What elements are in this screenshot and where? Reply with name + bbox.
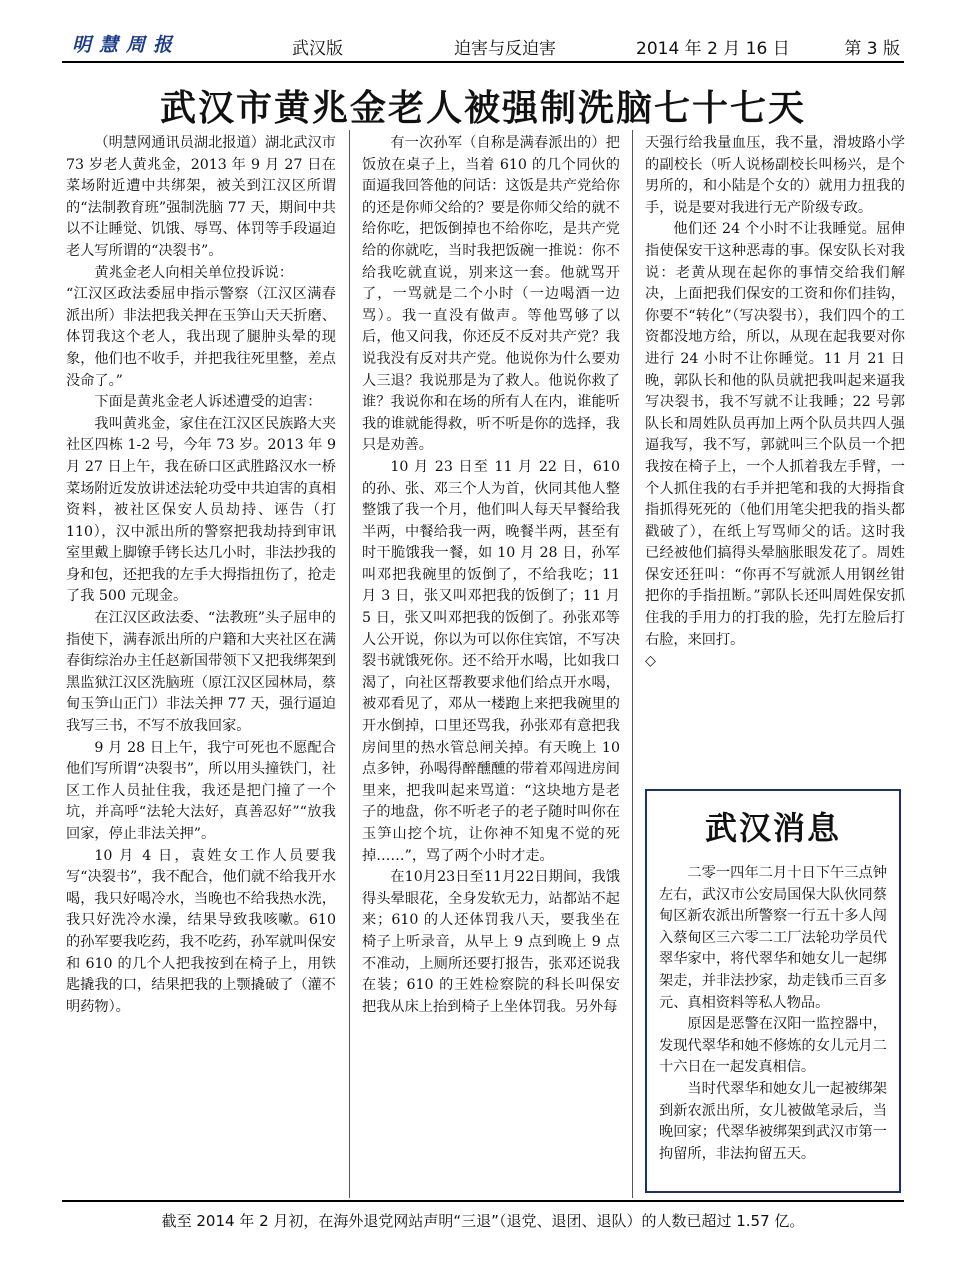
sidebar-paragraph: 原因是恶警在汉阳一监控器中，发现代翠华和她不修炼的女儿元月二十六日在一起发真相信。 — [659, 1016, 887, 1076]
article-paragraph: 10 月 23 日至 11 月 22 日，610 的孙、张、邓三个人为首，伙同其他人整整饿了我一个月，他们叫人每天早餐给我半两，中餐给我一两，晚餐半两，甚至有时干脆饿我一餐，如 10 月 28 日，孙军叫邓把我碗里的饭倒了，不给我吃；11 月 3 日，张又叫邓把我的饭倒了；11 月 5 日，张又叫邓把我的饭倒了。孙张邓等人公开说，你以为可以你住宾馆，不写决裂书就饿死你。还不给开水喝，比如我口渴了，向社区帮教要求他们给点开水喝，被邓看见了，邓从一楼跑上来把我碗里的开水倒掉，口里还骂我，孙张邓有意把我房间里的热水管总闸关掉。有天晚上 10 点多钟，孙喝得醉醺醺的带着邓闯进房间里来，把我叫起来骂道：“这块地方是老子的地盘，你不听老子的老子随时叫你在玉笋山挖个坑，让你神不知鬼不觉的死掉……”，骂了两个小时才走。 — [362, 458, 620, 864]
footer-notice: 截至 2014 年 2 月初，在海外退党网站声明“三退”（退党、退团、退队）的人数已超过 1.57 亿。 — [161, 1212, 805, 1230]
sidebar-paragraph: 当时代翠华和她女儿一起被绑架到新农派出所，女儿被做笔录后，当晚回家；代翠华被绑架到武汉市第一拘留所，非法拘留五天。 — [659, 1080, 887, 1162]
article-column-3 — [645, 133, 905, 673]
issue-date: 2014 年 2 月 16 日 — [636, 39, 790, 59]
page-header — [62, 24, 904, 62]
article-column-2 — [362, 133, 620, 1018]
article-paragraph: 他们还 24 个小时不让我睡觉。屈伸指使保安干这种恶毒的事。保安队长对我说：老黄从现在起你的事情交给我们解决，上面把我们保安的工资和你们挂钩，你要不“转化”（写决裂书），我们四个的工资都没地方给，所以，从现在起我要对你进行 24 小时不让你睡觉。11 月 21 日晚，郭队长和他的队员就把我叫起来逼我写决裂书，我不写就不让我睡；22 号郭队长和周姓队员再加上两个队员共四人强逼我写，我不写，郭就叫三个队员一个把我按在椅子上，一个人抓着我左手臂，一个人抓住我的右手并把笔和我的大拇指食指抓得死死的（他们用笔尖把我的指头都戳破了），在纸上写骂师父的话。这时我已经被他们搞得头晕脑胀眼发花了。周姓保安还狂叫：“你再不写就派人用钢丝钳把你的手指扭断。”郭队长还叫周姓保安抓住我的手用力的打我的脸，先打左脸后打右脸，来回打。 — [645, 221, 905, 648]
article-quote: “江汉区政法委屈申指示警察（江汉区满春派出所）非法把我关押在玉笋山天天折磨、体罚我这个老人，我出现了腿肿头晕的现象，他们也不收手，并把我往死里整，差点没命了。” — [66, 286, 336, 389]
article-paragraph: （明慧网通讯员湖北报道）湖北武汉市 73 岁老人黄兆金，2013 年 9 月 27 日在菜场附近遭中共绑架，被关到江汉区所谓的“法制教育班”强制洗脑 77 天，期间中共以不让睡觉、饥饿、辱骂、体罚等手段逼迫老人写所谓的“决裂书”。 — [66, 135, 336, 259]
article-paragraph: 下面是黄兆金老人诉述遭受的迫害： — [94, 394, 322, 411]
article-paragraph: 10 月 4 日，袁姓女工作人员要我写“决裂书”，我不配合，他们就不给我开水喝，我只好喝冷水，当晚也不给我热水洗，我只好洗冷水澡，结果导致我咳嗽。610 的孙军要我吃药，我不吃药，孙军就叫保安和 610 的几个人把我按到在椅子上，用铁匙撬我的口，结果把我的上颚撬破了（灌不明药物）。 — [66, 847, 336, 1015]
article-headline: 武汉市黄兆金老人被强制洗脑七十七天 — [159, 88, 806, 129]
article-paragraph: 9 月 28 日上午，我宁可死也不愿配合他们写所谓“决裂书”，所以用头撞铁门，社区工作人员扯住我，我还是把门撞了一个坑，并高呼“法轮大法好，真善忍好”“放我回家，停止非法关押”。 — [66, 739, 336, 842]
article-column-1 — [66, 133, 336, 1018]
sidebar-title: 武汉消息 — [704, 809, 841, 847]
article-paragraph: 在10月23日至11月22日期间，我饿得头晕眼花，全身发软无力，站都站不起来；610 的人还体罚我八天，要我坐在椅子上听录音，从早上 9 点到晚上 9 点不准动，上厕所还要打报告，张邓还说我在装；610 的王姓检察院的科长叫保安把我从床上抬到椅子上坐体罚我。另外每 — [362, 869, 620, 1015]
news-sidebar-box — [645, 789, 901, 1193]
page-number: 第 3 版 — [844, 39, 900, 59]
article-paragraph: 我叫黄兆金，家住在江汉区民族路大夹社区四栋 1-2 号，今年 73 岁。2013 年 9 月 27 日上午，我在硚口区武胜路汉水一桥菜场附近发放讲述法轮功受中共迫害的真相资料，被社区保安人员劫持、诬告（打 110），汉中派出所的警察把我劫持到审讯室里戴上脚镣手铐长达几小时，非法抄我的身和包，还把我的左手大拇指扭伤了，抢走了我 500 元现金。 — [66, 415, 336, 605]
masthead-logo: 明慧周报 — [72, 34, 181, 56]
edition-label: 武汉版 — [292, 39, 343, 59]
article-paragraph: 天强行给我量血压，我不量，滑坡路小学的副校长（听人说杨副校长叫杨兴，是个男所的，和小陆是个女的）就用力扭我的手，说是要对我进行无产阶级专政。 — [645, 135, 905, 216]
column-divider — [349, 130, 350, 1198]
article-paragraph: 在江汉区政法委、“法教班”头子屈申的指使下，满春派出所的户籍和大夹社区在满春街综治办主任赵新国带领下又把我绑架到黑监狱江汉区洗脑班（原江汉区园林局，蔡甸玉笋山正门）非法关押 77 天，强行逼迫我写三书，不写不放我回家。 — [66, 610, 336, 735]
article-paragraph: 黄兆金老人向相关单位投诉说： — [94, 264, 294, 281]
footer-divider — [62, 1200, 904, 1202]
article-paragraph: 有一次孙军（自称是满春派出的）把饭放在桌子上，当着 610 的几个同伙的面逼我回答他的问话：这饭是共产党给你的还是你师父给的？要是你师父给的就不给你吃，把饭倒掉也不给你吃，是共产党给的你就吃，当时我把饭碗一推说：你不给我吃就直说，别来这一套。他就骂开了，一骂就是二个小时（一边喝酒一边骂）。我一直没有做声。等他骂够了以后，他又问我，你还反不反对共产党？我说我没有反对共产党。他说你为什么要劝人三退？我说那是为了救人。他说你救了谁？我说你和在场的所有人在内，谁能听我的谁就能得救，听不听是你的选择，我只是劝善。 — [362, 135, 620, 454]
column-divider — [632, 130, 633, 1198]
sidebar-paragraph: 二零一四年二月十日下午三点钟左右，武汉市公安局国保大队伙同蔡甸区新农派出所警察一行五十多人闯入蔡甸区三六零二工厂法轮功学员代翠华家中，将代翠华和她女儿一起绑架走，并非法抄家，劫走钱币三百多元、真相资料等私人物品。 — [659, 865, 887, 1011]
header-divider — [62, 61, 904, 63]
section-label: 迫害与反迫害 — [454, 39, 556, 59]
article-end-mark: ◇ — [645, 653, 656, 670]
